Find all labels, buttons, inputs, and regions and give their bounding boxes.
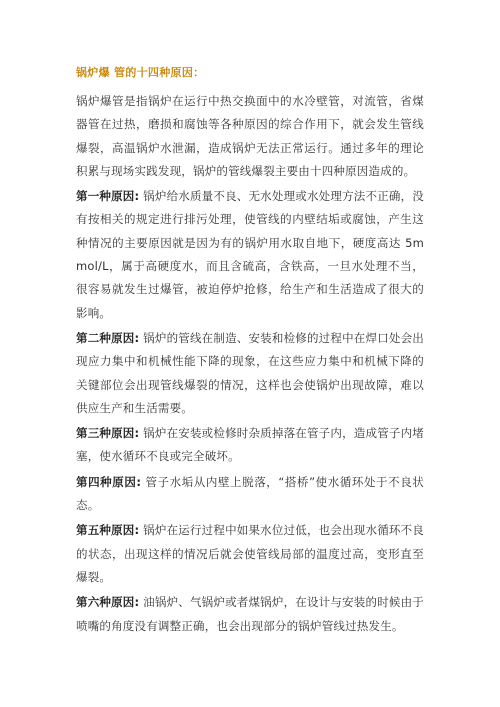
reason-paragraph-3 [76,422,424,469]
reason-label: 第五种原因: [76,523,140,538]
reason-text: 锅炉给水质量不良、无水处理或水处理方法不正确，没有按相关的规定进行排污处理，使管线的内壁结垢或腐蚀，产生这种情况的主要原因就是因为有的锅炉用水取自地下，硬度高达 5mmol/L，属于高硬度水，而且含硫高，含铁高，一旦水处理不当，很容易就发生过爆管，被迫停炉抢修，给生产和生活造成了很大的影响。 [76,189,424,320]
reason-label: 第六种原因: [76,595,140,610]
reason-label: 第二种原因: [76,330,140,345]
reason-paragraph-4 [76,471,424,518]
reason-paragraph-6 [76,591,424,638]
reason-text: 管子水垢从内壁上脱落，“搭桥”使水循环处于不良状态。 [76,474,424,513]
reason-label: 第三种原因: [76,426,140,441]
reason-text: 油锅炉、气锅炉或者煤锅炉，在设计与安装的时候由于喷嘴的角度没有调整正确，也会出现部分的锅炉管线过热发生。 [76,595,424,633]
document-title: 锅炉爆 管的十四种原因： [76,66,205,79]
reason-label: 第四种原因: [76,474,142,489]
intro-paragraph: 锅炉爆管是指锅炉在运行中热交换面中的水冷壁管，对流管，省煤器管在过热，磨损和腐蚀等各种原因的综合作用下，就会发生管线爆裂，高温锅炉水泄漏，造成锅炉无法正常运行。通过多年的理论积累与现场实践发现，锅炉的管线爆裂主要由十四种原因造成的。 [76,94,424,178]
reason-label: 第一种原因: [76,189,140,204]
reason-paragraph-5 [76,519,424,589]
reason-paragraph-2 [76,327,424,420]
reason-text: 锅炉的管线在制造、安装和检修的过程中在焊口处会出现应力集中和机械性能下降的现象，在这些应力集中和机械下降的关键部位会出现管线爆裂的情况，这样也会使锅炉出现故障，难以供应生产和生活需要。 [76,330,424,415]
reason-text: 锅炉在安装或检修时杂质掉落在管子内，造成管子内堵塞，使水循环不良或完全破坏。 [76,426,424,464]
reason-paragraph-1 [76,185,424,325]
reason-text: 锅炉在运行过程中如果水位过低，也会出现水循环不良的状态，出现这样的情况后就会使管线局部的温度过高，变形直至爆裂。 [76,523,424,584]
